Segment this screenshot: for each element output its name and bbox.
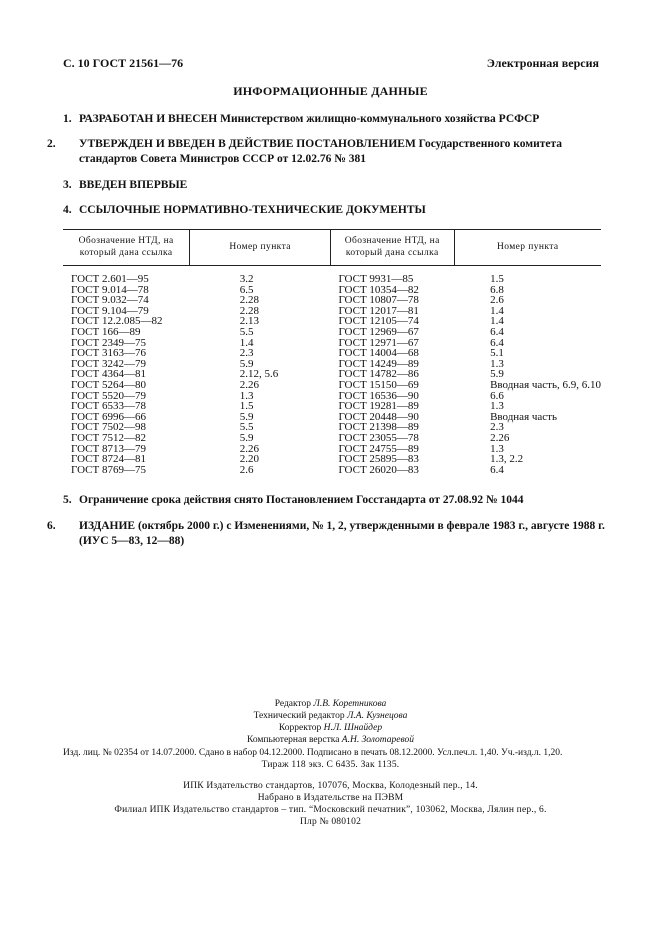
page-header-right: Электронная версия [486,56,599,70]
table-header-row [63,230,601,266]
credit-role: Компьютерная верстка [246,735,340,745]
cell-ntd: ГОСТ 24755—89 [338,442,419,455]
credit-role: Технический редактор [253,711,345,721]
cell-ntd: ГОСТ 10354—82 [338,283,419,296]
item-text: УТВЕРЖДЕН И ВВЕДЕН В ДЕЙСТВИЕ ПОСТАНОВЛЕНИЕМ Государственного комитета стандартов Совета Министров СССР от 12.02.76 № 381 [79,138,563,165]
cell-clause: 5.9 [239,357,254,370]
table-row [63,465,601,476]
cell-ntd: ГОСТ 21398—89 [338,421,419,434]
cell-clause: 1.3 [490,400,504,413]
credit-name: Л.А. Кузнецова [346,711,408,721]
cell-ntd: ГОСТ 14004—68 [338,347,419,360]
cell-clause: 6.8 [490,283,504,296]
cell-ntd: ГОСТ 23055—78 [338,431,419,444]
cell-ntd: ГОСТ 25895—83 [338,453,419,466]
cell-ntd: ГОСТ 9931—85 [338,273,414,285]
cell-clause: 2.26 [490,431,510,444]
cell-clause: 1.4 [239,336,254,349]
credit-corrector [0,722,661,734]
item-5 [63,493,599,508]
cell-clause: 5.9 [490,368,504,381]
cell-ntd: ГОСТ 3242—79 [71,357,146,370]
credit-name: Н.Л. Шнайдер [323,723,383,733]
item-4 [63,203,599,218]
cell-clause: 2.13 [239,315,260,328]
cell-clause: Вводная часть [490,410,557,423]
cell-ntd: ГОСТ 6533—78 [71,400,146,413]
item-number: 2. [47,138,56,150]
cell-ntd: ГОСТ 15150—69 [338,378,419,391]
table-row [63,380,601,391]
item-number: 1. [63,113,72,125]
cell-clause: 1.3 [490,442,504,455]
cell-clause: 6.5 [239,283,254,296]
cell-ntd: ГОСТ 3163—76 [71,347,146,360]
imprint-line-6: Плр № 080102 [299,817,362,827]
item-number: 4. [63,204,72,216]
cell-ntd: ГОСТ 5264—80 [71,378,146,391]
cell-clause: 6.6 [490,389,504,402]
table-body [63,266,601,476]
cell-ntd: ГОСТ 10807—78 [338,294,419,307]
cell-clause: 2.26 [239,442,260,455]
cell-clause: 1.3, 2.2 [490,453,524,466]
table-row [63,433,601,444]
cell-ntd: ГОСТ 8713—79 [71,442,146,455]
cell-ntd: ГОСТ 20448—90 [338,410,419,423]
cell-ntd: ГОСТ 12969—67 [338,325,419,338]
item-text: ИЗДАНИЕ (октябрь 2000 г.) с Изменениями, № 1, 2, утвержденными в феврале 1983 г., августе 1988 г. (ИУС 5—83, 12—88) [79,520,605,547]
column-header-clause: Номер пункта [190,230,331,266]
cell-ntd: ГОСТ 2.601—95 [71,273,149,285]
item-3 [63,178,599,193]
credit-editor [0,698,661,710]
cell-ntd: ГОСТ 2349—75 [71,336,146,349]
cell-clause: Вводная часть, 6.9, 6.10 [490,378,601,391]
cell-clause: 2.28 [239,294,260,307]
cell-clause: 1.3 [239,389,254,402]
cell-clause: 5.5 [239,421,254,434]
credit-tech-editor [0,710,661,722]
column-header-ntd: Обозначение НТД, на который дана ссылка [330,230,454,266]
cell-ntd: ГОСТ 12971—67 [338,336,419,349]
item-text: ССЫЛОЧНЫЕ НОРМАТИВНО-ТЕХНИЧЕСКИЕ ДОКУМЕНТЫ [79,204,426,216]
item-text: ВВЕДЕН ВПЕРВЫЕ [79,179,188,191]
cell-ntd: ГОСТ 26020—83 [338,463,419,476]
item-number: 6. [47,520,56,532]
cell-ntd: ГОСТ 8769—75 [71,463,146,476]
cell-clause: 3.2 [239,273,254,285]
cell-clause: 2.3 [490,421,504,434]
imprint-line-2: Тираж 118 экз. С 6435. Зак 1135. [261,760,400,770]
cell-clause: 5.1 [490,347,504,360]
cell-ntd: ГОСТ 5520—79 [71,389,146,402]
item-1 [63,112,599,127]
imprint-line-5: Филиал ИПК Издательство стандартов – тип. “Московский печатник”, 103062, Москва, Лялин пер., 6. [114,805,547,815]
cell-ntd: ГОСТ 9.014—78 [71,283,149,296]
imprint-line-3: ИПК Издательство стандартов, 107076, Москва, Колодезный пер., 14. [183,781,478,791]
cell-clause: 2.6 [490,294,504,307]
cell-clause: 2.3 [239,347,254,360]
cell-ntd: ГОСТ 6996—66 [71,410,146,423]
cell-clause: 1.3 [490,357,504,370]
credits-block [0,698,661,746]
cell-ntd: ГОСТ 8724—81 [71,453,146,466]
item-2 [47,137,615,167]
section-title: ИНФОРМАЦИОННЫЕ ДАННЫЕ [233,84,428,98]
cell-ntd: ГОСТ 14249—89 [338,357,419,370]
credit-role: Редактор [274,699,312,709]
credit-layout [0,734,661,746]
cell-clause: 6.4 [490,463,504,476]
cell-clause: 1.4 [490,304,504,317]
item-text: РАЗРАБОТАН И ВНЕСЕН Министерством жилищно-коммунального хозяйства РСФСР [79,113,540,125]
table-row [63,327,601,338]
cell-ntd: ГОСТ 7512—82 [71,431,146,444]
table-row [63,316,601,327]
column-header-ntd: Обозначение НТД, на который дана ссылка [63,230,190,266]
column-header-clause: Номер пункта [454,230,601,266]
cell-clause: 1.4 [490,315,504,328]
credit-name: А.Н. Золотаревой [341,735,415,745]
cell-ntd: ГОСТ 12105—74 [338,315,419,328]
item-number: 3. [63,179,72,191]
cell-clause: 2.26 [239,378,260,391]
cell-clause: 6.4 [490,336,504,349]
cell-ntd: ГОСТ 12.2.085—82 [71,315,163,328]
item-text: Ограничение срока действия снято Постановлением Госстандарта от 27.08.92 № 1044 [79,494,524,506]
cell-ntd: ГОСТ 7502—98 [71,421,146,434]
cell-clause: 2.6 [239,463,254,476]
cell-ntd: ГОСТ 12017—81 [338,304,419,317]
cell-ntd: ГОСТ 166—89 [71,325,141,338]
cell-clause: 2.28 [239,304,260,317]
imprint-line-1: Изд. лиц. № 02354 от 14.07.2000. Сдано в набор 04.12.2000. Подписано в печать 08.12.2000. Усл.печ.л. 1,40. Уч.-изд.л. 1,20. [63,748,563,758]
table-row [63,266,601,285]
page-header-left: С. 10 ГОСТ 21561—76 [63,56,184,70]
cell-clause: 2.12, 5.6 [239,368,279,381]
item-number: 5. [63,494,72,506]
credit-name: Л.В. Коретникова [313,699,387,709]
cell-clause: 1.5 [239,400,254,413]
imprint-line-4: Набрано в Издательстве на ПЭВМ [257,793,404,803]
cell-ntd: ГОСТ 4364—81 [71,368,146,381]
cell-clause: 5.5 [239,325,254,338]
cell-clause: 5.9 [239,431,254,444]
item-6 [47,519,615,549]
cell-clause: 1.5 [490,273,504,285]
credit-role: Корректор [278,723,322,733]
cell-ntd: ГОСТ 9.104—79 [71,304,149,317]
cell-clause: 2.20 [239,453,260,466]
cell-ntd: ГОСТ 9.032—74 [71,294,149,307]
cell-ntd: ГОСТ 16536—90 [338,389,419,402]
cell-clause: 6.4 [490,325,504,338]
cell-ntd: ГОСТ 19281—89 [338,400,419,413]
cell-clause: 5.9 [239,410,254,423]
cell-ntd: ГОСТ 14782—86 [338,368,419,381]
reference-documents-table [63,229,601,475]
